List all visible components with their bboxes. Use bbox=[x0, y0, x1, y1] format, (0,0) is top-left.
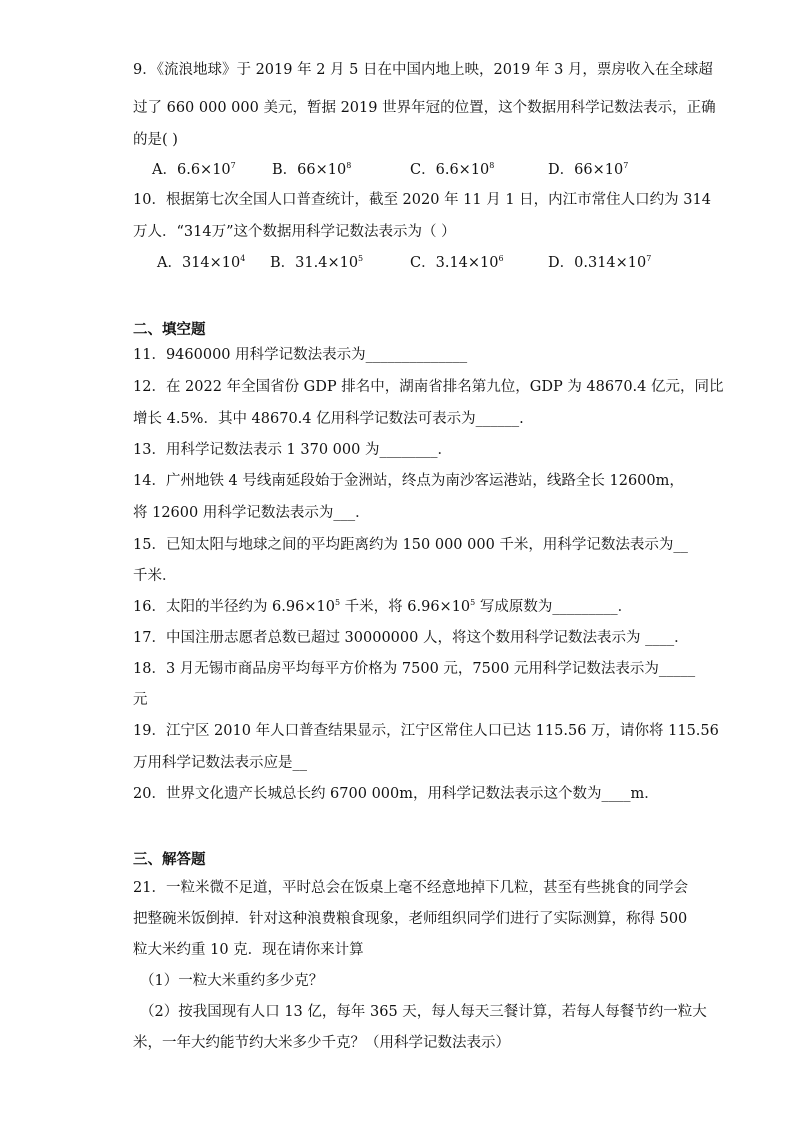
q10-option-c[interactable]: C．$3.14\times 10^6$ bbox=[410, 254, 504, 271]
q9-option-b[interactable]: B．$66\times 10^8$ bbox=[272, 161, 352, 178]
q12-line-1: 12．在 2022 年全国省份 GDP 排名中，湖南省排名第九位，GDP 为 48670.4 亿元，同比 bbox=[133, 379, 724, 395]
q10-option-b[interactable]: B．$31.4\times 10^5$ bbox=[270, 254, 364, 271]
q21-line-2: 把整碗米饭倒掉．针对这种浪费粮食现象，老师组织同学们进行了实际测算，称得 500 bbox=[133, 911, 688, 927]
q9-line-1: 9．《流浪地球》于 2019 年 2 月 5 日在中国内地上映，2019 年 3 月，票房收入在全球超 bbox=[133, 62, 713, 78]
q11: 11．9460000 用科学记数法表示为______________ bbox=[133, 347, 468, 363]
q18-line-2: 元 bbox=[133, 692, 148, 708]
q9-options bbox=[152, 160, 672, 180]
q21-line-1: 21．一粒米微不足道，平时总会在饭桌上毫不经意地掉下几粒，甚至有些挑食的同学会 bbox=[133, 880, 688, 896]
q21-sub-2-line-2: 米，一年大约能节约大米多少千克？（用科学记数法表示） bbox=[133, 1035, 510, 1051]
q13: 13．用科学记数法表示 1 370 000 为________． bbox=[133, 442, 452, 458]
q10-line-2: 万人．“314万”这个数据用科学记数法表示为（ ） bbox=[133, 224, 456, 240]
q10-option-d[interactable]: D．$0.314\times 10^7$ bbox=[548, 254, 652, 271]
q19-line-2: 万用科学记数法表示应是__ bbox=[133, 755, 307, 771]
q19-line-1: 19．江宁区 2010 年人口普查结果显示，江宁区常住人口已达 115.56 万，请你将 115.56 bbox=[133, 723, 719, 739]
q20: 20．世界文化遗产长城总长约 6700 000m，用科学记数法表示这个数为____m． bbox=[133, 786, 659, 802]
q12-line-2: 增长 4.5%．其中 48670.4 亿用科学记数法可表示为______. bbox=[133, 411, 524, 427]
q15-line-2: 千米． bbox=[133, 568, 177, 584]
q9-option-d[interactable]: D．$66\times 10^7$ bbox=[548, 161, 629, 178]
section-heading-answer: 三、解答题 bbox=[133, 852, 206, 868]
q14-line-2: 将 12600 用科学记数法表示为___． bbox=[133, 505, 370, 521]
q9-option-c[interactable]: C．$6.6\times 10^8$ bbox=[410, 161, 495, 178]
q18-line-1: 18．3 月无锡市商品房平均每平方价格为 7500 元，7500 元用科学记数法表示为_____ bbox=[133, 661, 696, 677]
q17: 17．中国注册志愿者总数已超过 30000000 人，将这个数用科学记数法表示为 ____． bbox=[133, 630, 689, 646]
q21-line-3: 粒大米约重 10 克．现在请你来计算 bbox=[133, 942, 364, 958]
q9-line-2: 过了 660 000 000 美元，暂据 2019 世界年冠的位置，这个数据用科学记数法表示，正确 bbox=[133, 100, 716, 116]
q9-line-3: 的是( ) bbox=[133, 132, 178, 148]
q21-sub-1: （1）一粒大米重约多少克？ bbox=[140, 973, 324, 989]
q16: 16．太阳的半径约为 $6.96\times 10^5$ 千米，将 $6.96\times 10^5$ 写成原数为_________． bbox=[133, 598, 633, 615]
q10-line-1: 10．根据第七次全国人口普查统计，截至 2020 年 11 月 1 日，内江市常住人口约为 314 bbox=[133, 192, 711, 208]
section-heading-fill-in: 二、填空题 bbox=[133, 322, 206, 338]
q14-line-1: 14．广州地铁 4 号线南延段始于金洲站，终点为南沙客运港站，线路全长 12600m， bbox=[133, 473, 684, 489]
q10-options bbox=[152, 253, 672, 273]
q10-option-a[interactable]: A．$314\times 10^4$ bbox=[157, 254, 246, 271]
q9-option-a[interactable]: A．$6.6\times 10^7$ bbox=[152, 161, 236, 178]
q15-line-1: 15．已知太阳与地球之间的平均距离约为 150 000 000 千米，用科学记数法表示为__ bbox=[133, 537, 688, 553]
q21-sub-2-line-1: （2）按我国现有人口 13 亿，每年 365 天，每人每天三餐计算，若每人每餐节约一粒大 bbox=[140, 1004, 707, 1020]
